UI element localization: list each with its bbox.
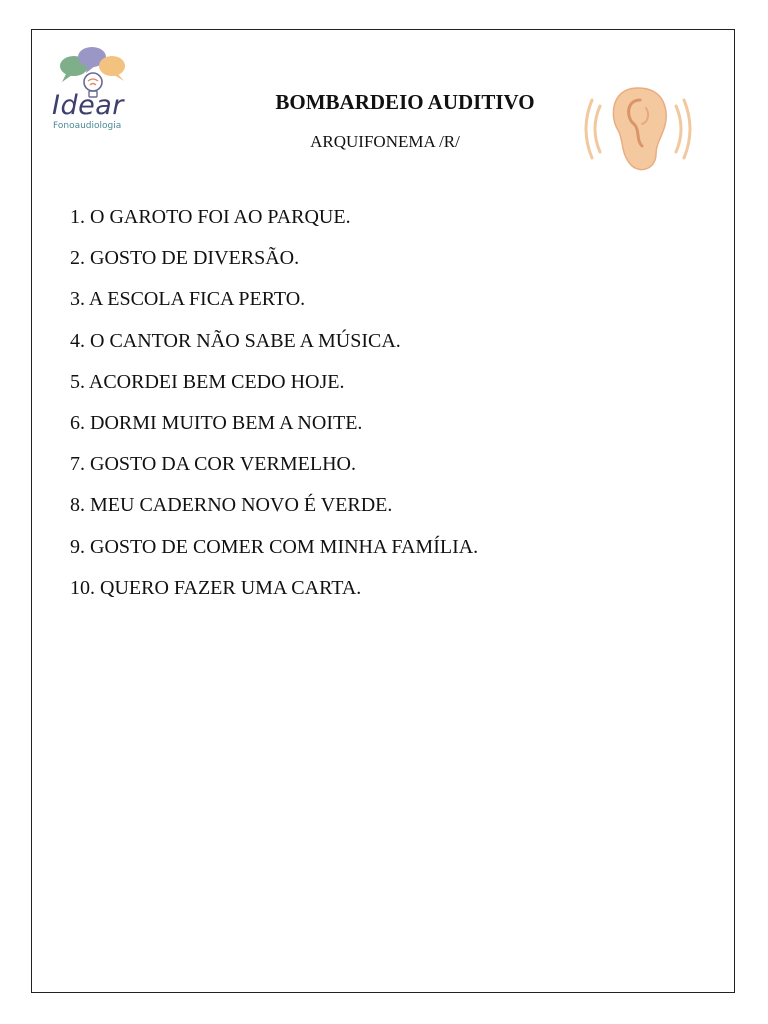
ear-hearing-icon <box>580 84 696 174</box>
list-item: 6. DORMI MUITO BEM A NOITE. <box>70 411 363 434</box>
list-item: 8. MEU CADERNO NOVO É VERDE. <box>70 494 393 517</box>
list-item: 9. GOSTO DE COMER COM MINHA FAMÍLIA. <box>70 535 479 558</box>
list-item: 1. O GAROTO FOI AO PARQUE. <box>70 206 351 228</box>
list-item: 2. GOSTO DE DIVERSÃO. <box>70 247 300 270</box>
brand-name: Idear <box>52 90 124 121</box>
brand-subtitle: Fonoaudiologia <box>53 121 122 131</box>
list-item: 10. QUERO FAZER UMA CARTA. <box>70 576 362 599</box>
page-title: BOMBARDEIO AUDITIVO <box>275 90 535 114</box>
list-item: 7. GOSTO DA COR VERMELHO. <box>70 453 356 476</box>
list-item: 3. A ESCOLA FICA PERTO. <box>70 288 306 311</box>
page-subtitle: ARQUIFONEMA /R/ <box>310 132 460 151</box>
list-item: 5. ACORDEI BEM CEDO HOJE. <box>70 370 345 393</box>
list-item: 4. O CANTOR NÃO SABE A MÚSICA. <box>70 329 401 352</box>
sentence-list <box>70 205 478 617</box>
